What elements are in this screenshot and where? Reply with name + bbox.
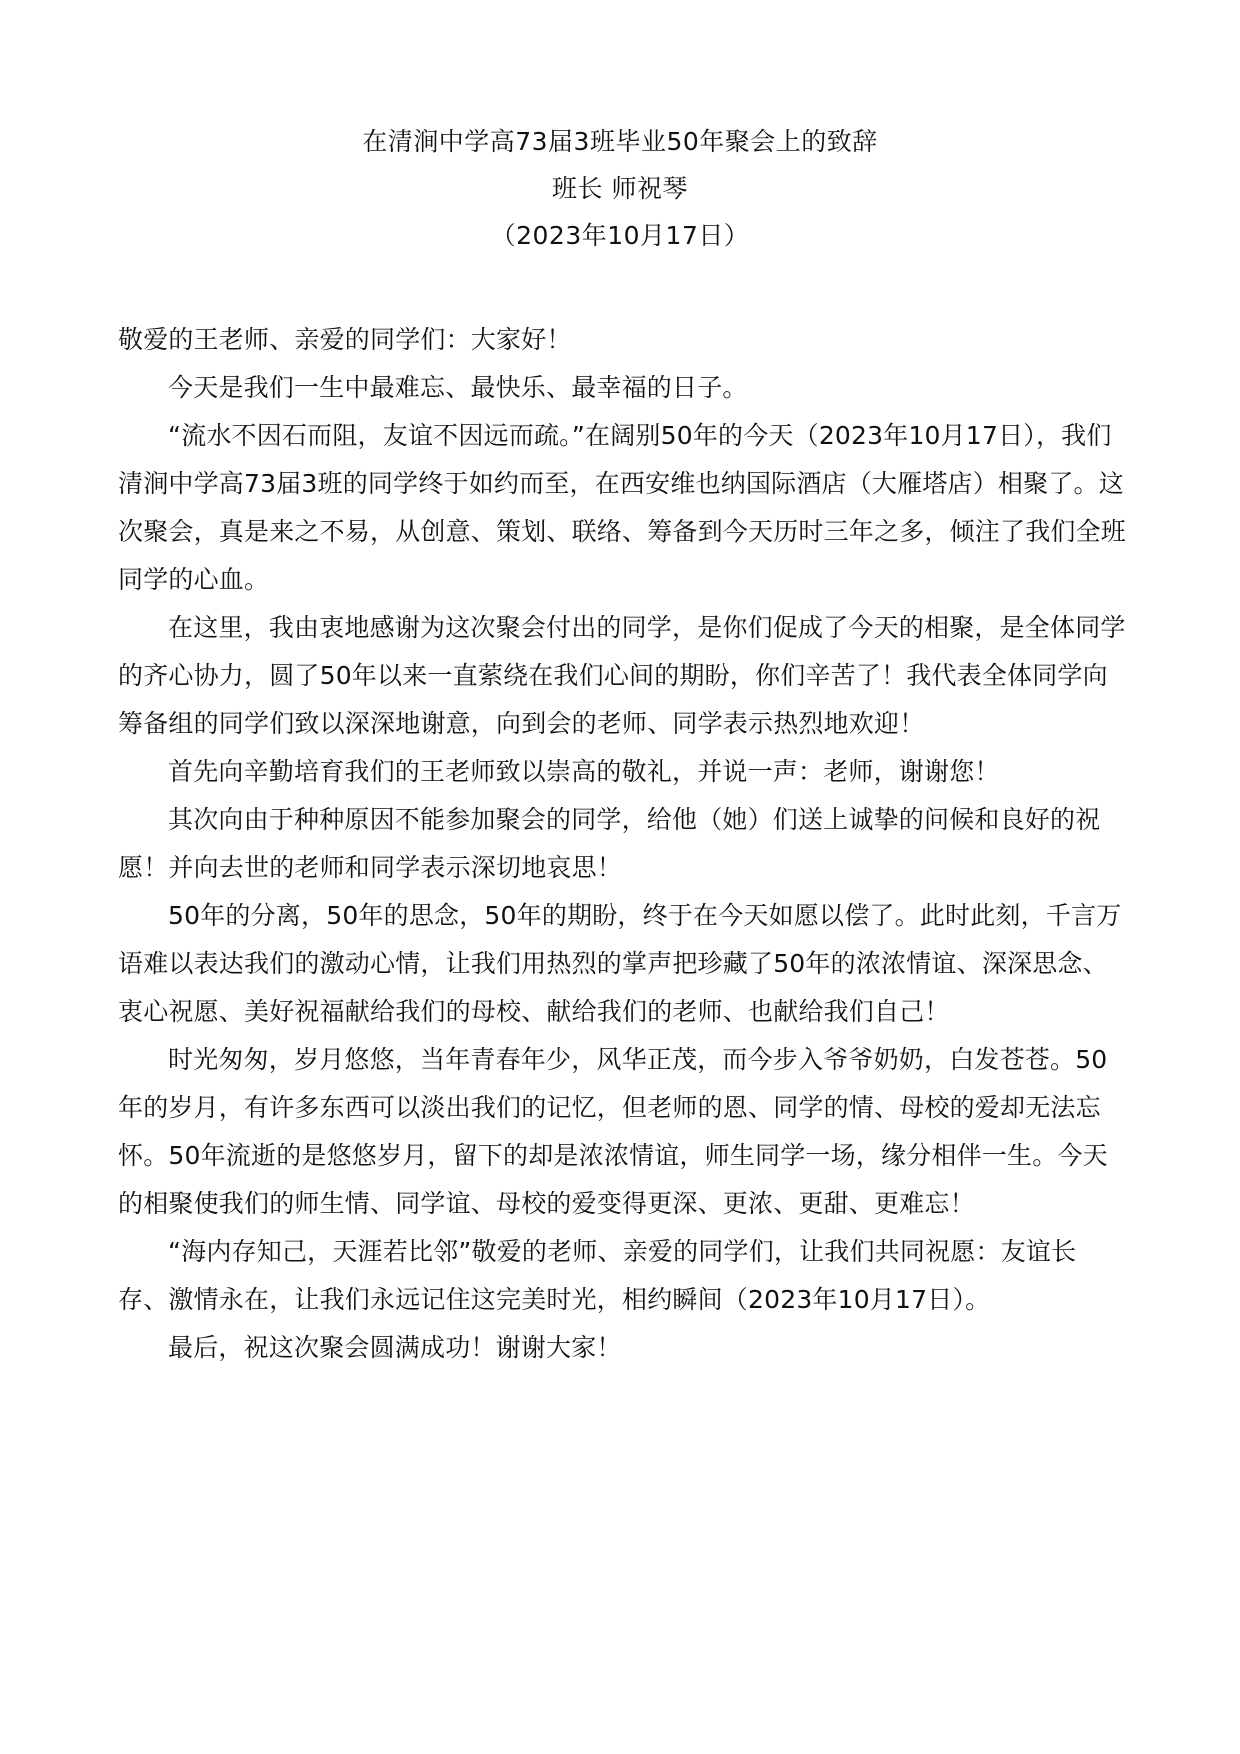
- document-title: 在清涧中学高73届3班毕业50年聚会上的致辞: [362, 127, 878, 156]
- paragraph: 时光匆匆，岁月悠悠，当年青春年少，风华正茂，而今步入爷爷奶奶，白发苍苍。50年的岁月，有许多东西可以淡出我们的记忆，但老师的恩、同学的情、母校的爱却无法忘怀。50年流逝的是悠悠岁月，留下的却是浓浓情谊，师生同学一场，缘分相伴一生。今天的相聚使我们的师生情、同学谊、母校的爱变得更深、更浓、更甜、更难忘！: [118, 1045, 1108, 1218]
- paragraph: 在这里，我由衷地感谢为这次聚会付出的同学，是你们促成了今天的相聚，是全体同学的齐心协力，圆了50年以来一直萦绕在我们心间的期盼，你们辛苦了！我代表全体同学向筹备组的同学们致以深深地谢意，向到会的老师、同学表示热烈地欢迎！: [118, 613, 1126, 738]
- paragraph: 其次向由于种种原因不能参加聚会的同学，给他（她）们送上诚挚的问候和良好的祝愿！并向去世的老师和同学表示深切地哀思！: [118, 805, 1101, 882]
- greeting: 敬爱的王老师、亲爱的同学们：大家好！: [118, 325, 572, 354]
- paragraph: “海内存知己，天涯若比邻”敬爱的老师、亲爱的同学们，让我们共同祝愿：友谊长存、激情永在，让我们永远记住这完美时光，相约瞬间（2023年10月17日）。: [118, 1237, 1077, 1314]
- date-line: （2023年10月17日）: [490, 221, 750, 250]
- paragraph: “流水不因石而阻，友谊不因远而疏。”在阔别50年的今天（2023年10月17日），我们清涧中学高73届3班的同学终于如约而至，在西安维也纳国际酒店（大雁塔店）相聚了。这次聚会，真是来之不易，从创意、策划、联络、筹备到今天历时三年之多，倾注了我们全班同学的心血。: [118, 421, 1127, 594]
- paragraph: 最后，祝这次聚会圆满成功！谢谢大家！: [168, 1333, 622, 1362]
- speech-body: [118, 316, 1126, 1372]
- author-line: 班长 师祝琴: [552, 174, 688, 203]
- paragraph: 首先向辛勤培育我们的王老师致以崇高的敬礼，并说一声：老师，谢谢您！: [168, 757, 1000, 786]
- paragraph: 今天是我们一生中最难忘、最快乐、最幸福的日子。: [168, 373, 748, 402]
- document-header: [0, 118, 1240, 259]
- paragraph: 50年的分离，50年的思念，50年的期盼，终于在今天如愿以偿了。此时此刻，千言万语难以表达我们的激动心情，让我们用热烈的掌声把珍藏了50年的浓浓情谊、深深思念、衷心祝愿、美好祝福献给我们的母校、献给我们的老师、也献给我们自己！: [118, 901, 1122, 1026]
